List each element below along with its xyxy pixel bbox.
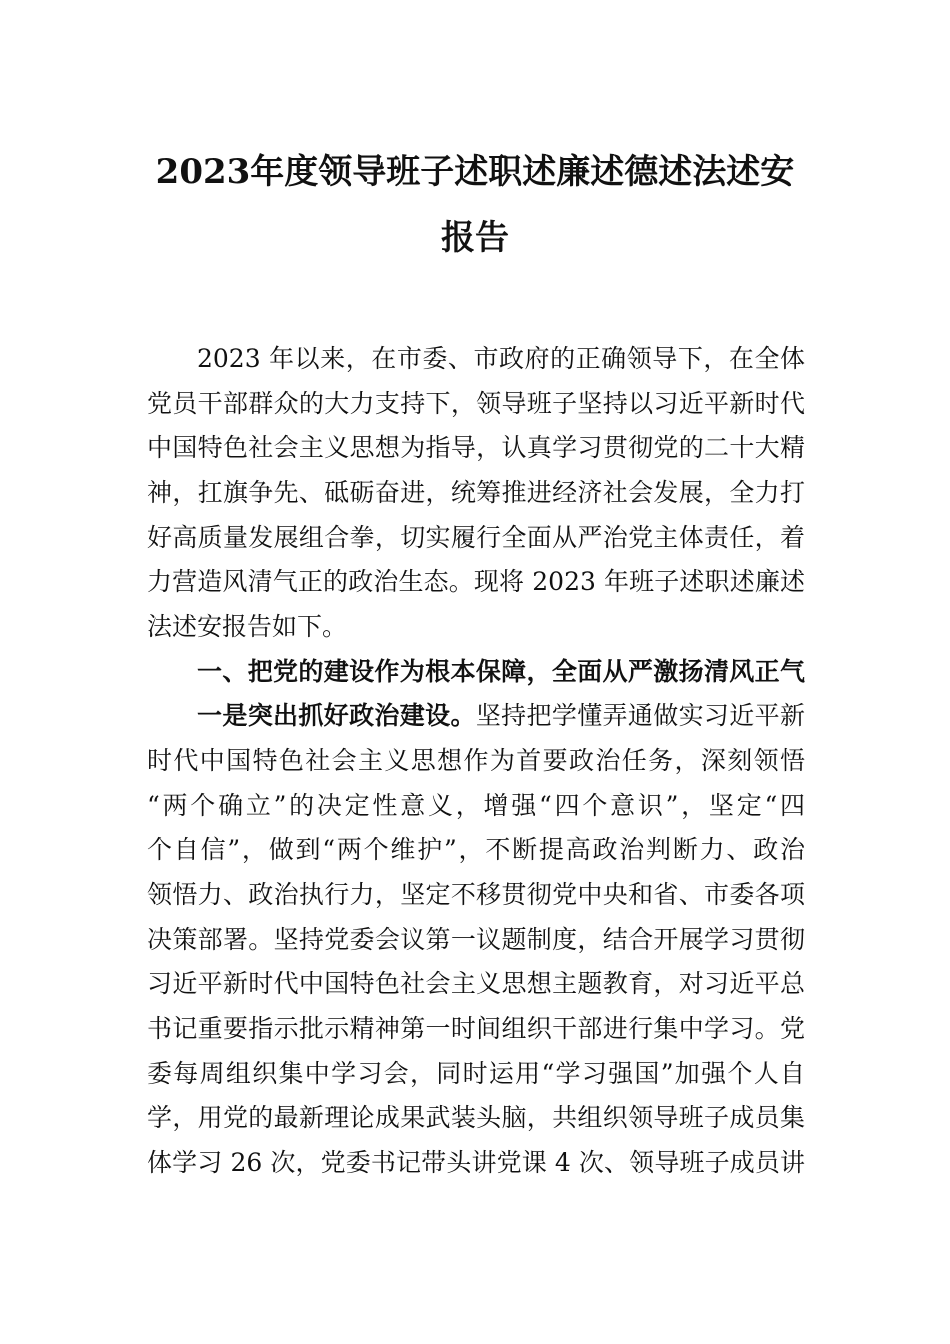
text-line [147, 694, 805, 739]
document-title: 2023年度领导班子述职述廉述德述法述安 [155, 152, 795, 192]
text-line: 委每周组织集中学习会，同时运用“学习强国”加强个人自 [147, 1058, 805, 1088]
text-line: 中国特色社会主义思想为指导，认真学习贯彻党的二十大精 [147, 433, 805, 463]
section-heading: 一、把党的建设作为根本保障，全面从严激扬清风正气 [197, 656, 805, 686]
text-line: 力营造风清气正的政治生态。现将 2023 年班子述职述廉述 [147, 567, 805, 597]
section-paragraph [147, 694, 805, 1185]
text-line: 决策部署。坚持党委会议第一议题制度，结合开展学习贯彻 [147, 924, 805, 954]
text-line: 神，扛旗争先、砥砺奋进，统筹推进经济社会发展，全力打 [147, 477, 805, 507]
document-body [147, 337, 805, 1185]
text-line: 2023 年以来，在市委、市政府的正确领导下，在全体 [197, 344, 805, 373]
text-span: 坚持把学懂弄通做实习近平新 [475, 701, 805, 731]
text-line: 时代中国特色社会主义思想作为首要政治任务，深刻领悟 [147, 745, 805, 775]
text-line: 学，用党的最新理论成果武装头脑，共组织领导班子成员集 [147, 1103, 805, 1133]
paragraph-lead: 一是突出抓好政治建设。 [197, 701, 476, 731]
text-line: 好高质量发展组合拳，切实履行全面从严治党主体责任，着 [147, 522, 805, 552]
text-line: 个自信”，做到“两个维护”，不断提高政治判断力、政治 [147, 835, 805, 865]
text-line: 法述安报告如下。 [147, 611, 348, 641]
text-line: 书记重要指示批示精神第一时间组织干部进行集中学习。党 [147, 1013, 805, 1043]
document-title-continued: 报告 [441, 218, 509, 258]
text-line: 习近平新时代中国特色社会主义思想主题教育，对习近平总 [147, 969, 805, 999]
text-line: 体学习 26 次，党委书记带头讲党课 4 次、领导班子成员讲 [147, 1147, 805, 1177]
text-line: “两个确立”的决定性意义，增强“四个意识”，坚定“四 [147, 790, 805, 820]
text-line: 领悟力、政治执行力，坚定不移贯彻党中央和省、市委各项 [147, 879, 805, 909]
intro-paragraph [147, 337, 805, 650]
text-line: 党员干部群众的大力支持下，领导班子坚持以习近平新时代 [147, 388, 805, 418]
